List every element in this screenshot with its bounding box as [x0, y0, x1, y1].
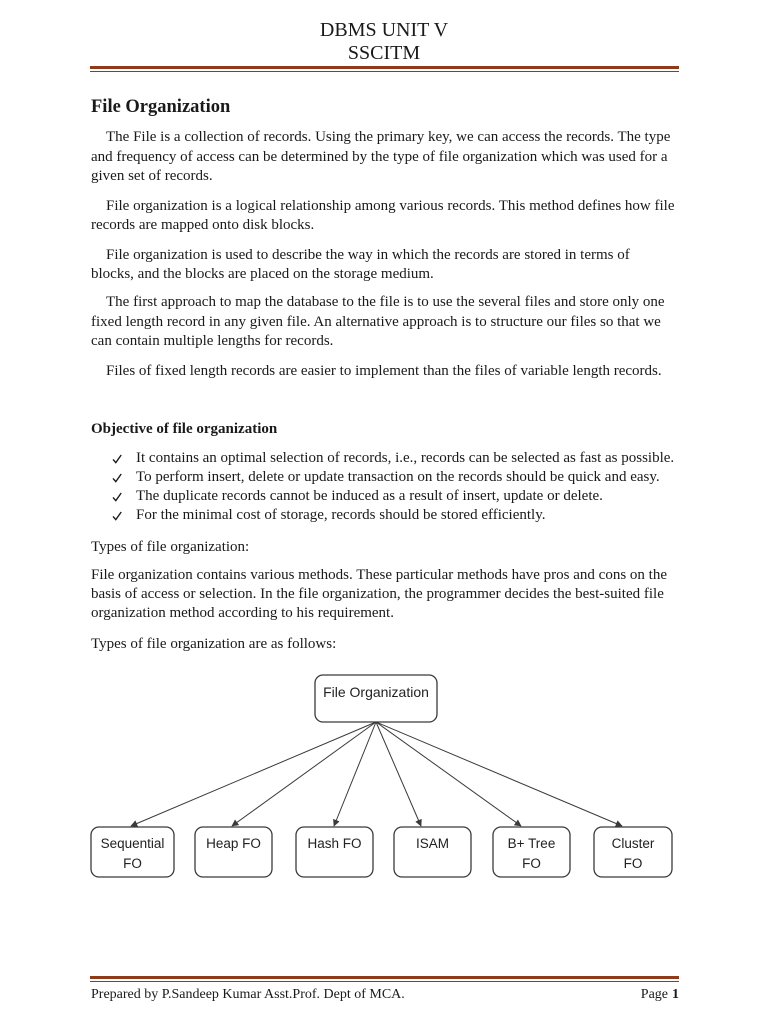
child-node-box: [195, 827, 272, 877]
header-rule-thick: [90, 66, 679, 69]
child-node-box: [296, 827, 373, 877]
footer-rule-thick: [90, 976, 679, 979]
header-subtitle: SSCITM: [347, 42, 421, 64]
objective-item-text: To perform insert, delete or update transaction on the records should be quick and easy.: [136, 469, 660, 485]
paragraph-line: basis of access or selection. In the file organization, the programmer decides the best-suited file: [91, 586, 664, 602]
objective-item-text: The duplicate records cannot be induced as a result of insert, update or delete.: [136, 488, 603, 504]
child-node-label: Heap FO: [206, 836, 261, 851]
paragraph-line: fixed length record in any given file. An alternative approach is to structure our files so that we: [91, 314, 661, 330]
footer-prepared-by: Prepared by P.Sandeep Kumar Asst.Prof. Dept of MCA.: [91, 987, 405, 1002]
child-node-label: FO: [623, 856, 643, 871]
child-node-label: Hash FO: [307, 836, 362, 851]
paragraph-line: given set of records.: [91, 168, 213, 184]
footer-page-number: 1: [672, 987, 679, 1002]
child-node-isam: [394, 827, 471, 877]
paragraph-line: records are mapped onto disk blocks.: [91, 217, 315, 233]
types-heading: Types of file organization:: [91, 539, 250, 555]
child-node-hash: [296, 827, 373, 877]
paragraph-line: File organization is used to describe the way in which the records are stored in terms of: [106, 247, 630, 263]
file-organization-diagram: [0, 660, 768, 890]
child-node-bplus-tree: [493, 827, 570, 877]
child-node-label: Cluster: [611, 836, 655, 851]
paragraph-line: organization method according to his requirement.: [91, 605, 394, 621]
section-title: File Organization: [91, 97, 231, 117]
checkmark-icon: [112, 473, 122, 483]
paragraph-line: Files of fixed length records are easier to implement than the files of variable length records.: [106, 363, 662, 379]
footer-page-indicator: [641, 986, 679, 1004]
paragraph-line: File organization contains various methods. These particular methods have pros and cons on the: [91, 567, 667, 583]
types-intro: Types of file organization are as follows:: [91, 636, 337, 652]
child-node-box: [394, 827, 471, 877]
child-node-label: B+ Tree: [507, 836, 556, 851]
footer-page-label: Page: [640, 987, 668, 1002]
header-rule-thin: [90, 71, 679, 72]
paragraph-line: blocks, and the blocks are placed on the storage medium.: [91, 266, 434, 282]
child-node-label: FO: [522, 856, 541, 871]
child-node-cluster: [594, 827, 672, 877]
child-node-heap: [195, 827, 272, 877]
header-title: DBMS UNIT V: [319, 19, 449, 41]
child-node-label: FO: [123, 856, 142, 871]
checkmark-icon: [112, 511, 122, 521]
root-node-label: File Organization: [323, 684, 429, 700]
paragraph-line: can contain multiple lengths for records.: [91, 333, 334, 349]
child-node-sequential: [91, 827, 174, 877]
checkmark-icon: [112, 454, 122, 464]
child-node-label: ISAM: [415, 836, 450, 851]
objective-item-text: For the minimal cost of storage, records should be stored efficiently.: [136, 507, 546, 523]
paragraph-line: and frequency of access can be determined by the type of file organization which was used for a: [91, 149, 668, 165]
objectives-heading: Objective of file organization: [91, 421, 278, 437]
checkmark-icon: [112, 492, 122, 502]
footer-rule-thin: [90, 981, 679, 982]
paragraph-line: The File is a collection of records. Using the primary key, we can access the records. The type: [106, 129, 671, 145]
child-node-label: Sequential: [100, 836, 165, 851]
paragraph-line: The first approach to map the database to the file is to use the several files and store only one: [106, 294, 665, 310]
objective-item-text: It contains an optimal selection of records, i.e., records can be selected as fast as possible.: [136, 450, 675, 466]
paragraph-line: File organization is a logical relationship among various records. This method defines how file: [106, 198, 675, 214]
